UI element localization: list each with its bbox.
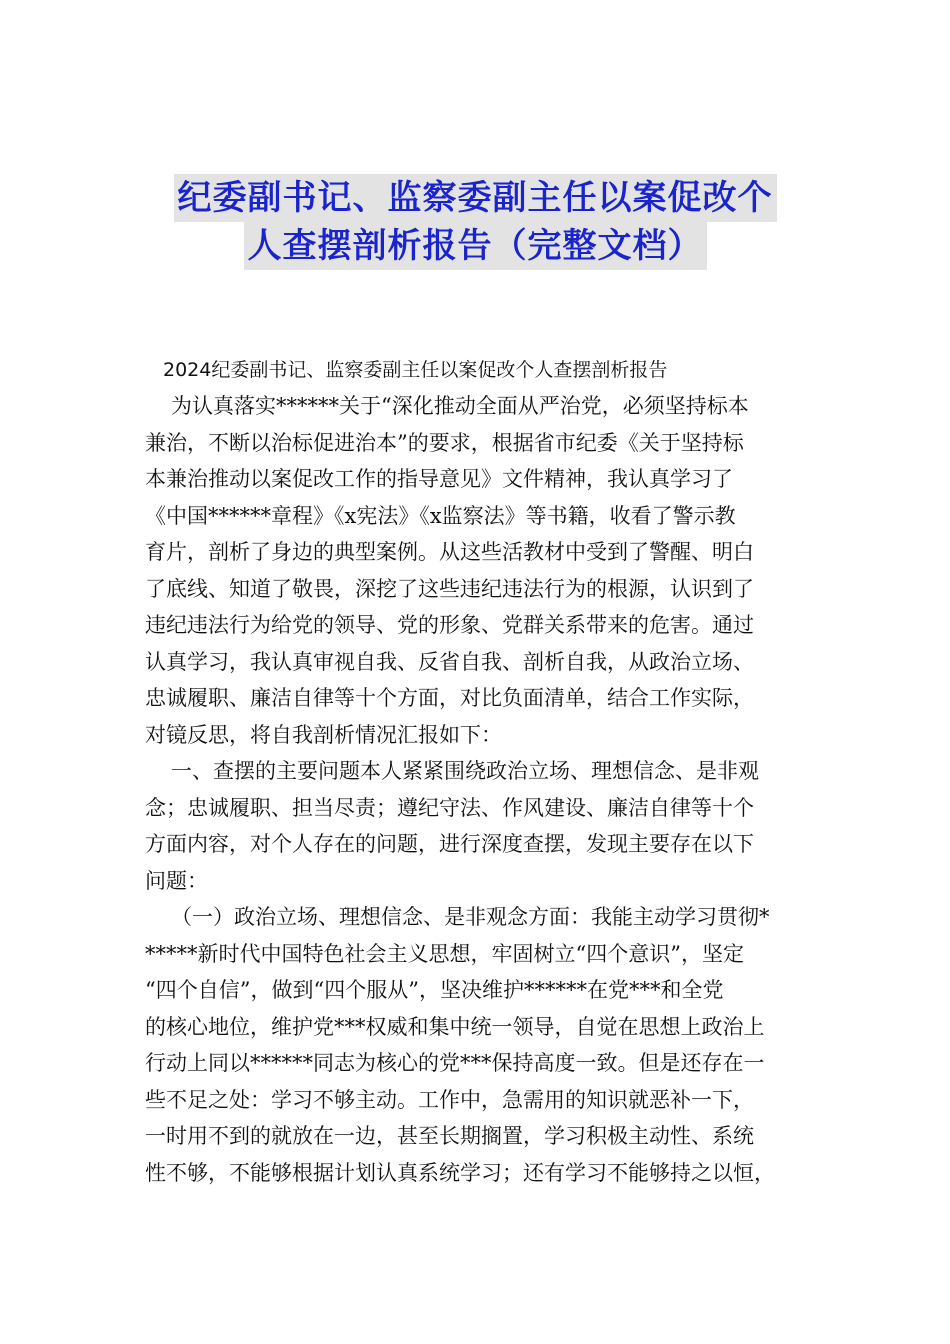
- paragraph-line: 问题：: [145, 868, 208, 893]
- paragraph-line: 一时用不到的就放在一边，甚至长期搁置，学习积极主动性、系统: [145, 1124, 754, 1148]
- document-subtitle: 2024纪委副书记、监察委副主任以案促改个人查摆剖析报告: [163, 359, 668, 381]
- paragraph-line: 本兼治推动以案促改工作的指导意见》文件精神，我认真学习了: [145, 467, 733, 491]
- paragraph-line: 认真学习，我认真审视自我、反省自我、剖析自我，从政治立场、: [145, 649, 754, 674]
- paragraph-line: 性不够，不能够根据计划认真系统学习；还有学习不能够持之以恒，: [145, 1160, 775, 1185]
- paragraph-line: 育片，剖析了身边的典型案例。从这些活教材中受到了警醒、明白: [145, 540, 754, 564]
- document-body: [145, 352, 815, 1191]
- paragraph-line: 违纪违法行为给党的领导、党的形象、党群关系带来的危害。通过: [145, 613, 754, 637]
- paragraph-line: *****新时代中国特色社会主义思想，牢固树立“四个意识”，坚定: [145, 941, 744, 966]
- paragraph-line: “四个自信”，做到“四个服从”，坚决维护******在党***和全党: [145, 978, 724, 1002]
- title-line-1: 纪委副书记、监察委副主任以案促改个: [174, 174, 777, 222]
- paragraph-line: 《中国******章程》《x宪法》《x监察法》等书籍，收看了警示教: [145, 503, 736, 528]
- title-line-2: 人查摆剖析报告（完整文档）: [244, 222, 707, 270]
- paragraph-line: 兼治，不断以治标促进治本”的要求，根据省市纪委《关于坚持标: [145, 430, 744, 455]
- paragraph-line: 忠诚履职、廉洁自律等十个方面，对比负面清单，结合工作实际，: [145, 686, 754, 710]
- document-title: [140, 174, 810, 270]
- paragraph-line: 一、查摆的主要问题本人紧紧围绕政治立场、理想信念、是非观: [171, 759, 759, 783]
- paragraph-line: 对镜反思，将自我剖析情况汇报如下：: [145, 722, 502, 747]
- paragraph-line: 为认真落实******关于“深化推动全面从严治党，必须坚持标本: [171, 394, 749, 418]
- paragraph-line: （一）政治立场、理想信念、是非观念方面：我能主动学习贯彻*: [171, 905, 770, 929]
- paragraph-line: 些不足之处：学习不够主动。工作中，急需用的知识就恶补一下，: [145, 1087, 754, 1112]
- paragraph-line: 念；忠诚履职、担当尽责；遵纪守法、作风建设、廉洁自律等十个: [145, 795, 754, 820]
- paragraph-line: 方面内容，对个人存在的问题，进行深度查摆，发现主要存在以下: [145, 832, 754, 856]
- paragraph-line: 的核心地位，维护党***权威和集中统一领导，自觉在思想上政治上: [145, 1014, 765, 1039]
- paragraph-line: 了底线、知道了敬畏，深挖了这些违纪违法行为的根源，认识到了: [145, 576, 754, 601]
- paragraph-line: 行动上同以******同志为核心的党***保持高度一致。但是还存在一: [145, 1051, 765, 1075]
